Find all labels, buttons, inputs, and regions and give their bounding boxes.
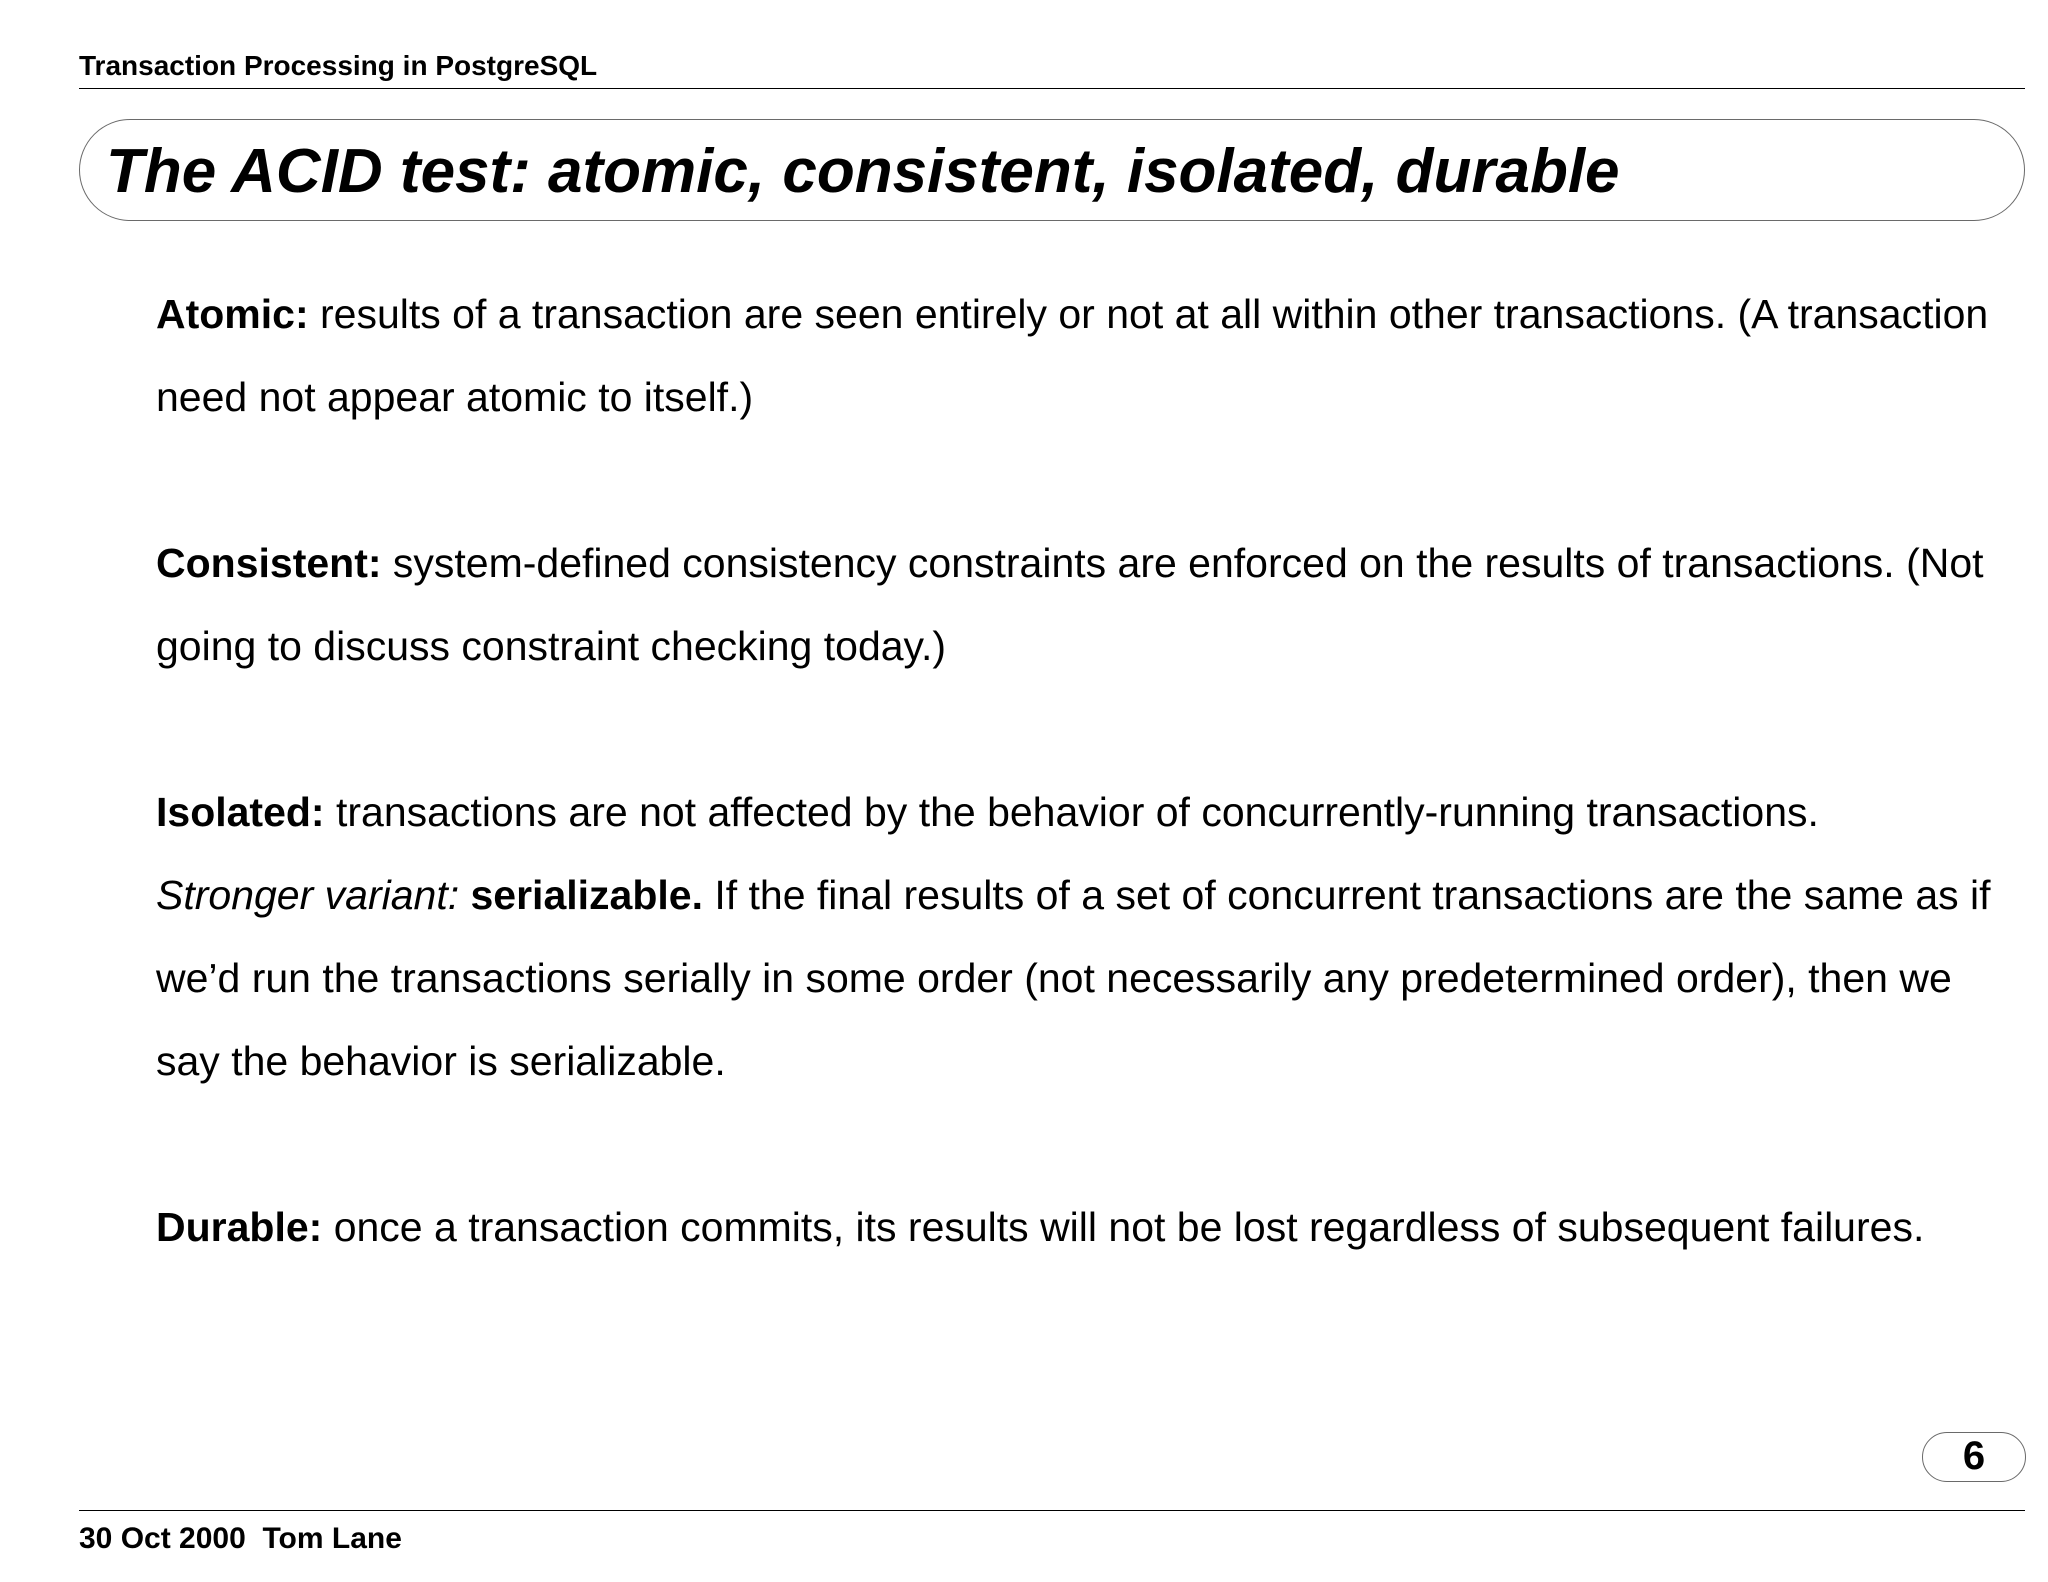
footer-text: 30 Oct 2000 Tom Lane xyxy=(79,1522,402,1555)
consistent-description: system-defined consistency constraints are enforced on the results of transactions. (Not going to discuss constraint checking today.) xyxy=(156,540,1984,669)
serializable-description: If the final results of a set of concurrent transactions are the same as if we’d run the transactions serially in some order (not necessarily any predetermined order), then we say the behavior is serializable. xyxy=(156,872,1991,1084)
header-title: Transaction Processing in PostgreSQL xyxy=(79,50,598,81)
header-divider xyxy=(79,88,2025,89)
slide-body xyxy=(156,273,2006,1269)
durable-paragraph xyxy=(156,1186,2006,1269)
serializable-term: serializable. xyxy=(459,872,703,918)
page-number-badge: 6 xyxy=(1922,1432,2026,1482)
atomic-description: results of a transaction are seen entirely or not at all within other transactions. (A transaction need not appear atomic to itself.) xyxy=(156,291,1989,420)
serializable-paragraph xyxy=(156,854,2006,1103)
slide-title: The ACID test: atomic, consistent, isolated, durable xyxy=(106,137,1620,206)
footer-divider xyxy=(79,1510,2025,1511)
durable-description: once a transaction commits, its results will not be lost regardless of subsequent failures. xyxy=(322,1204,1925,1250)
isolated-description: transactions are not affected by the behavior of concurrently-running transactions. xyxy=(324,789,1819,835)
durable-term: Durable: xyxy=(156,1204,323,1250)
variant-label: Stronger variant: xyxy=(156,872,460,918)
atomic-term: Atomic: xyxy=(156,291,309,337)
consistent-term: Consistent: xyxy=(156,540,382,586)
isolated-paragraph xyxy=(156,771,2006,854)
consistent-paragraph xyxy=(156,522,2006,688)
isolated-term: Isolated: xyxy=(156,789,325,835)
atomic-paragraph xyxy=(156,273,2006,439)
